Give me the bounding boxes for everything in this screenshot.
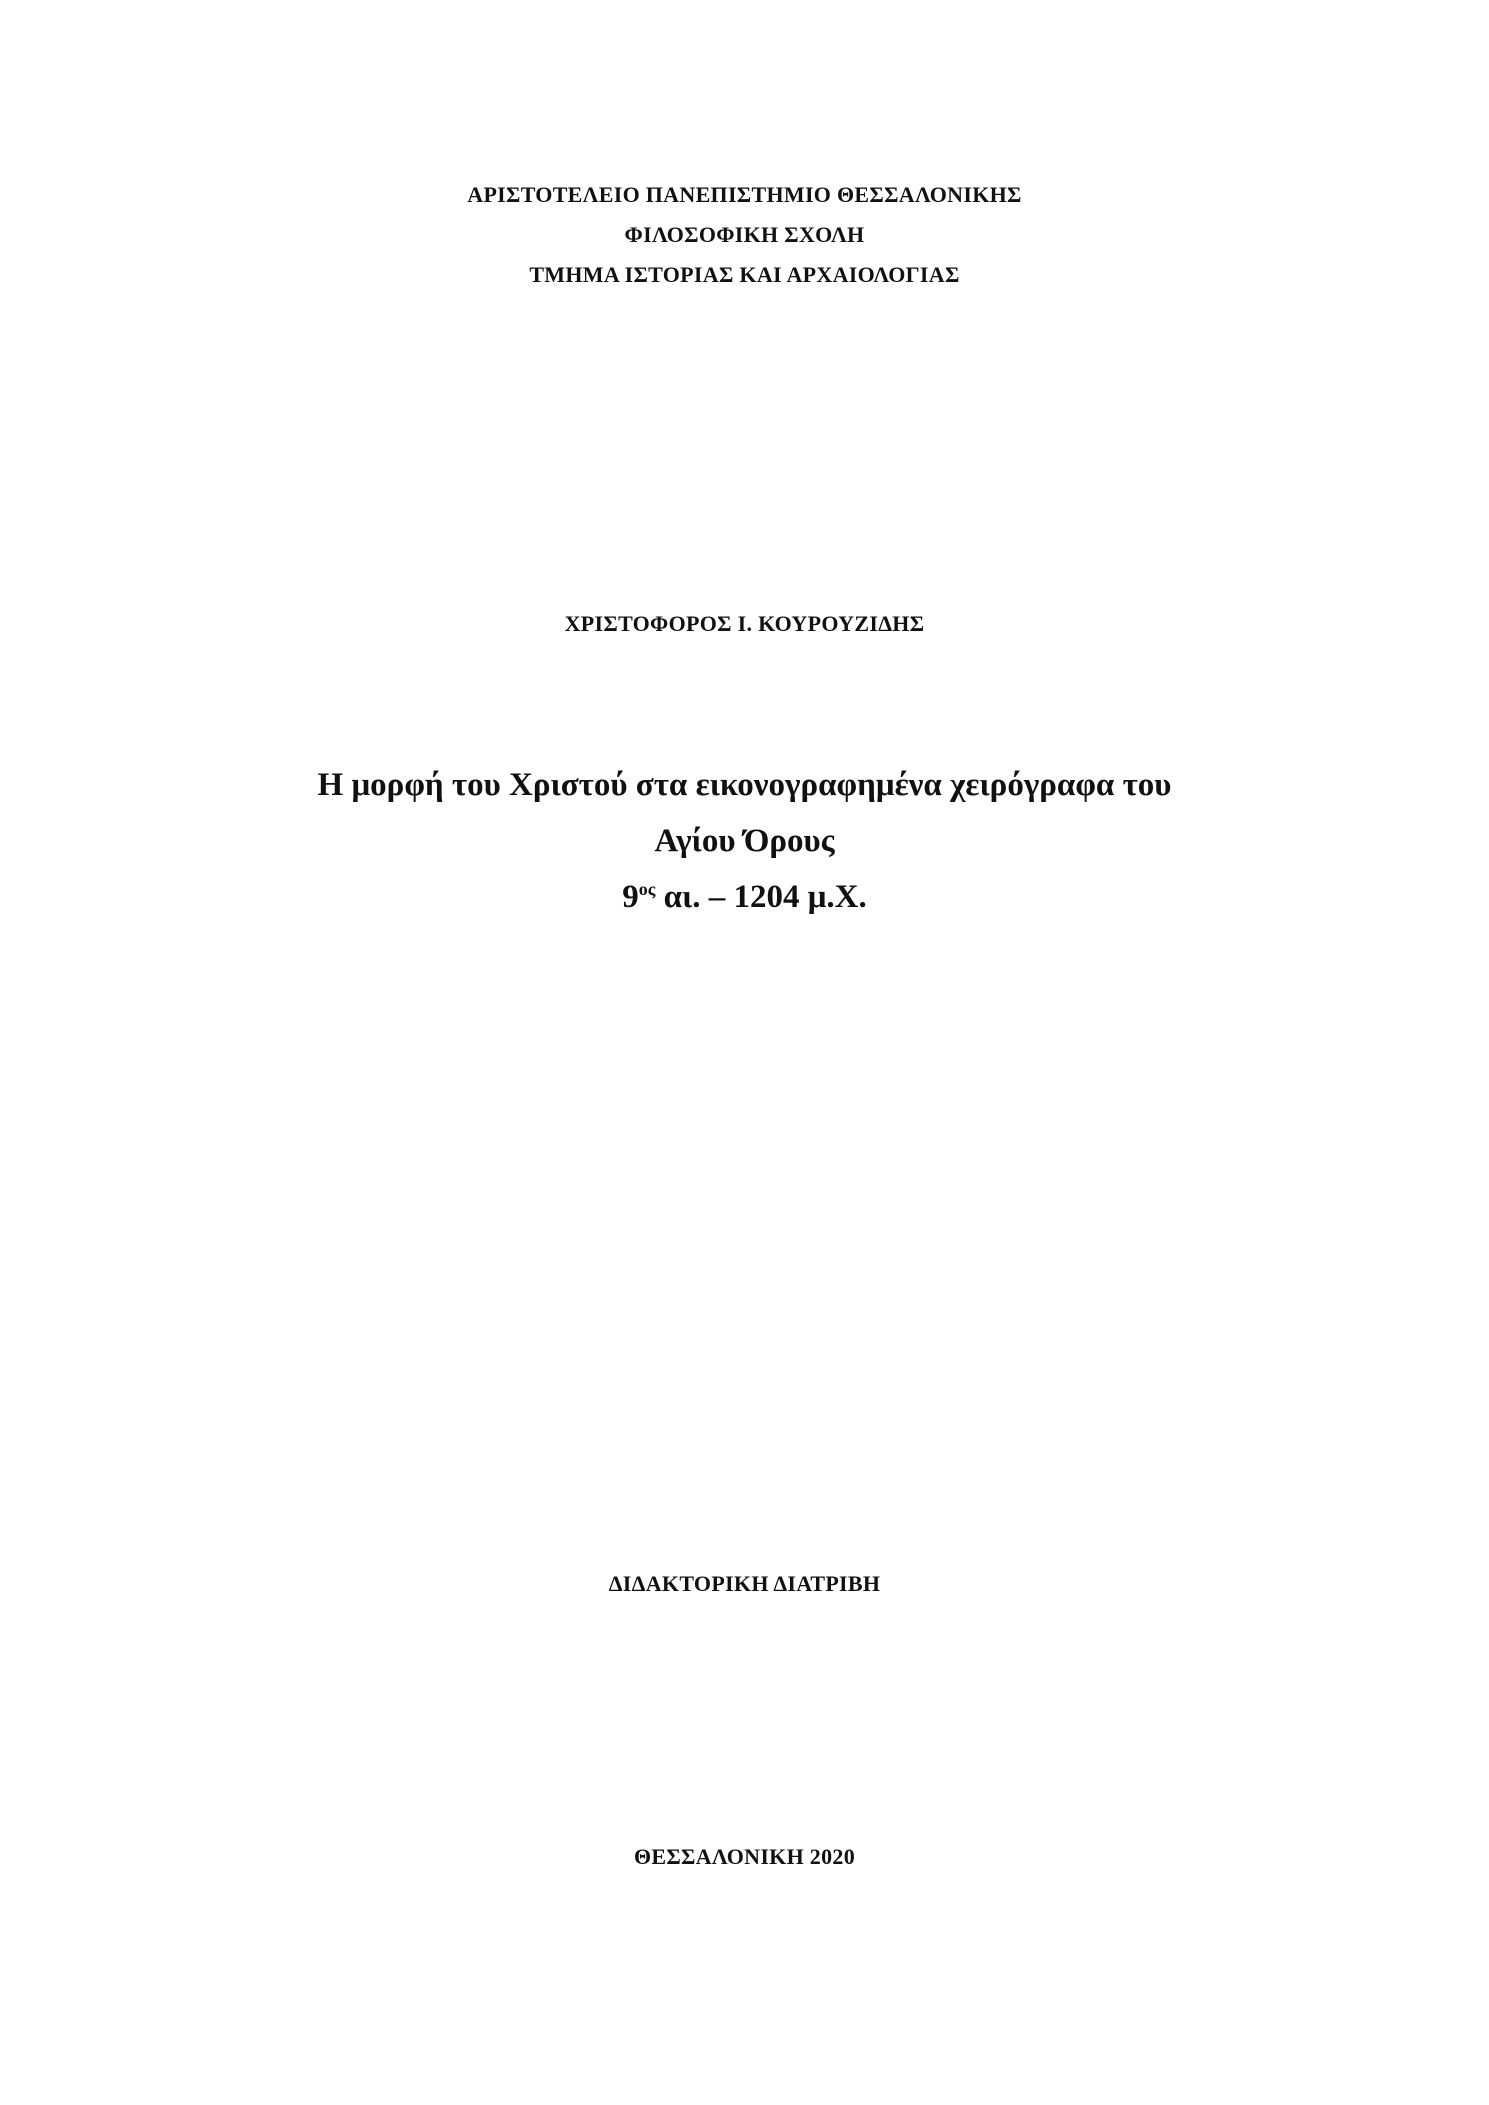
school-name: ΦΙΛΟΣΟΦΙΚΗ ΣΧΟΛΗ	[624, 222, 865, 247]
thesis-title-line-1: Η μορφή του Χριστού στα εικονογραφημένα χειρόγραφα του	[317, 767, 1172, 803]
department-name: ΤΜΗΜΑ ΙΣΤΟΡΙΑΣ ΚΑΙ ΑΡΧΑΙΟΛΟΓΙΑΣ	[529, 262, 960, 287]
author-name: ΧΡΙΣΤΟΦΟΡΟΣ Ι. ΚΟΥΡΟΥΖΙΔΗΣ	[564, 611, 925, 636]
period-rest: αι. – 1204 μ.Χ.	[655, 879, 867, 915]
degree-type: ΔΙΔΑΚΤΟΡΙΚΗ ΔΙΑΤΡΙΒΗ	[608, 1571, 881, 1596]
place-year: ΘΕΣΣΑΛΟΝΙΚΗ 2020	[633, 1844, 856, 1869]
period-superscript: ος	[638, 879, 656, 899]
thesis-period	[0, 879, 1489, 916]
period-number: 9	[622, 879, 639, 915]
university-name: ΑΡΙΣΤΟΤΕΛΕΙΟ ΠΑΝΕΠΙΣΤΗΜΙΟ ΘΕΣΣΑΛΟΝΙΚΗΣ	[467, 182, 1022, 207]
thesis-title-line-2: Αγίου Όρους	[654, 823, 835, 859]
